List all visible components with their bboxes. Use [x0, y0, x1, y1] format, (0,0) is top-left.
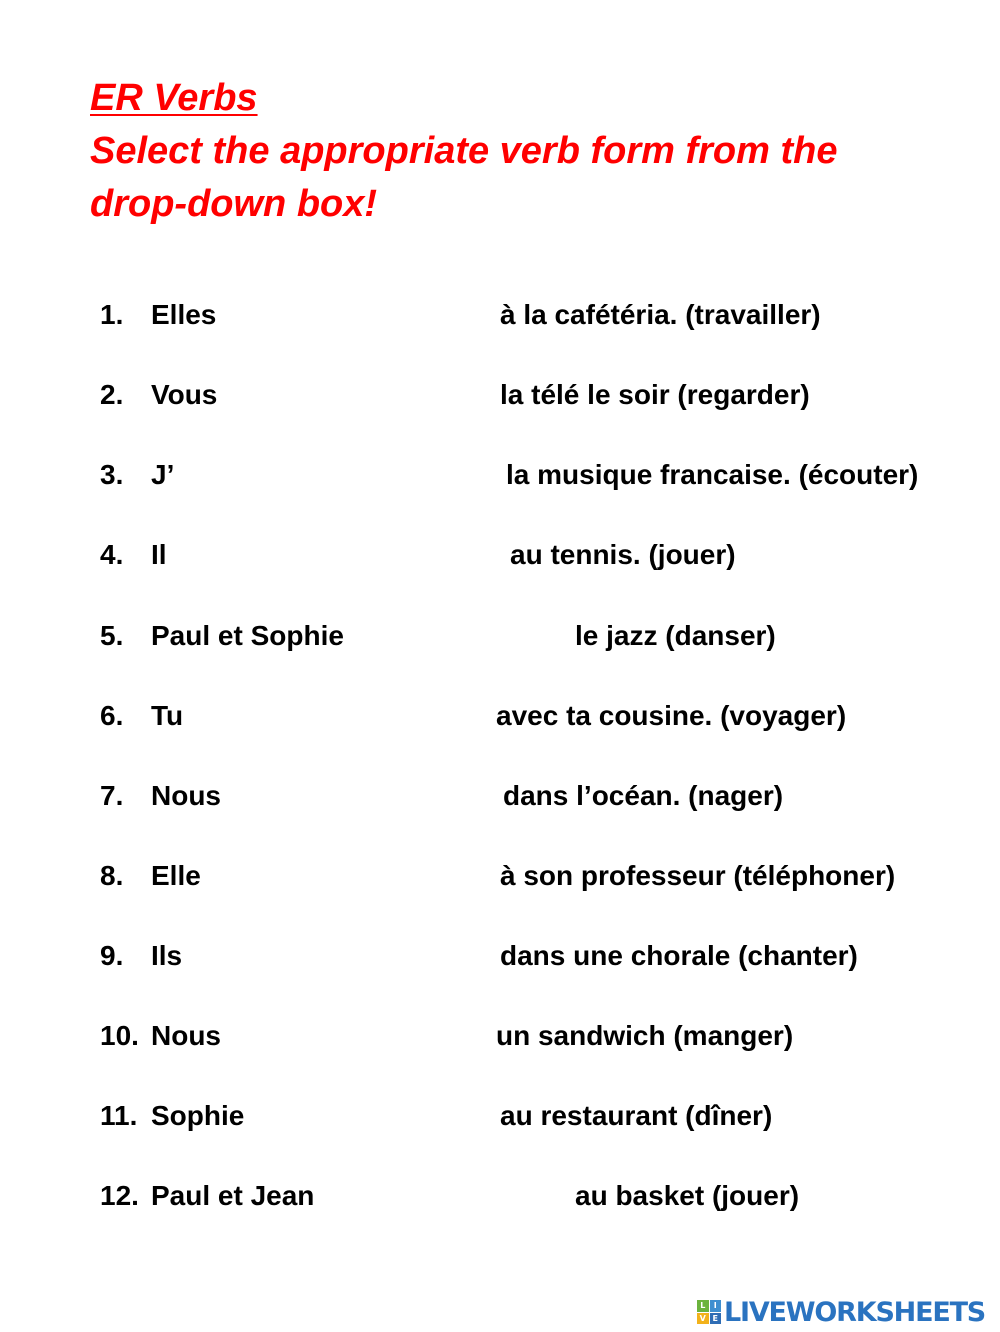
exercise-number: 7. — [100, 780, 124, 811]
exercise-predicate: au restaurant (dîner) — [500, 1100, 773, 1131]
exercise-number: 3. — [100, 459, 124, 490]
exercise-subject: Ils — [151, 940, 183, 971]
instruction-line-2: drop-down box! — [90, 183, 378, 225]
exercise-row-4 — [0, 535, 1000, 575]
exercise-predicate: avec ta cousine. (voyager) — [496, 700, 847, 731]
exercise-predicate: la musique francaise. (écouter) — [506, 459, 919, 490]
exercise-row-6 — [0, 696, 1000, 736]
exercise-number: 4. — [100, 539, 124, 570]
exercise-number: 6. — [100, 700, 124, 731]
exercise-subject: J’ — [151, 459, 175, 490]
exercise-subject: Nous — [151, 1020, 221, 1051]
exercise-row-12 — [0, 1176, 1000, 1216]
exercise-subject: Paul et Jean — [151, 1180, 315, 1211]
exercise-row-8 — [0, 856, 1000, 896]
exercise-number: 10. — [100, 1020, 139, 1051]
exercise-number: 9. — [100, 940, 124, 971]
exercise-number: 1. — [100, 299, 124, 330]
exercise-subject: Il — [151, 539, 167, 570]
exercise-row-5 — [0, 616, 1000, 656]
exercise-subject: Sophie — [151, 1100, 245, 1131]
exercise-row-7 — [0, 776, 1000, 816]
exercise-number: 12. — [100, 1180, 139, 1211]
exercise-predicate: le jazz (danser) — [575, 620, 776, 651]
exercise-subject: Tu — [151, 700, 184, 731]
exercise-row-2 — [0, 375, 1000, 415]
exercise-predicate: à son professeur (téléphoner) — [500, 860, 896, 891]
exercise-number: 8. — [100, 860, 124, 891]
exercise-predicate: un sandwich (manger) — [496, 1020, 794, 1051]
exercise-predicate: la télé le soir (regarder) — [500, 379, 810, 410]
exercise-subject: Nous — [151, 780, 221, 811]
exercise-subject: Vous — [151, 379, 218, 410]
exercise-predicate: à la cafétéria. (travailler) — [500, 299, 821, 330]
exercise-row-1 — [0, 295, 1000, 335]
exercise-subject: Paul et Sophie — [151, 620, 344, 651]
exercise-number: 2. — [100, 379, 124, 410]
exercise-row-11 — [0, 1096, 1000, 1136]
exercise-number: 5. — [100, 620, 124, 651]
exercise-row-9 — [0, 936, 1000, 976]
exercise-row-10 — [0, 1016, 1000, 1056]
exercise-row-3 — [0, 455, 1000, 495]
exercise-number: 11. — [100, 1100, 138, 1131]
worksheet-title: ER Verbs — [90, 77, 258, 119]
exercise-predicate: au tennis. (jouer) — [510, 539, 736, 570]
exercise-subject: Elles — [151, 299, 217, 330]
exercise-subject: Elle — [151, 860, 201, 891]
exercise-predicate: au basket (jouer) — [575, 1180, 800, 1211]
exercise-predicate: dans l’océan. (nager) — [503, 780, 784, 811]
liveworksheets-brand — [697, 1295, 985, 1329]
liveworksheets-logo-icon: L I V E — [697, 1300, 721, 1324]
liveworksheets-wordmark: LIVEWORKSHEETS — [724, 1296, 986, 1328]
exercise-predicate: dans une chorale (chanter) — [500, 940, 858, 971]
worksheet-heading — [90, 72, 970, 231]
instruction-line-1: Select the appropriate verb form from the — [90, 130, 838, 172]
